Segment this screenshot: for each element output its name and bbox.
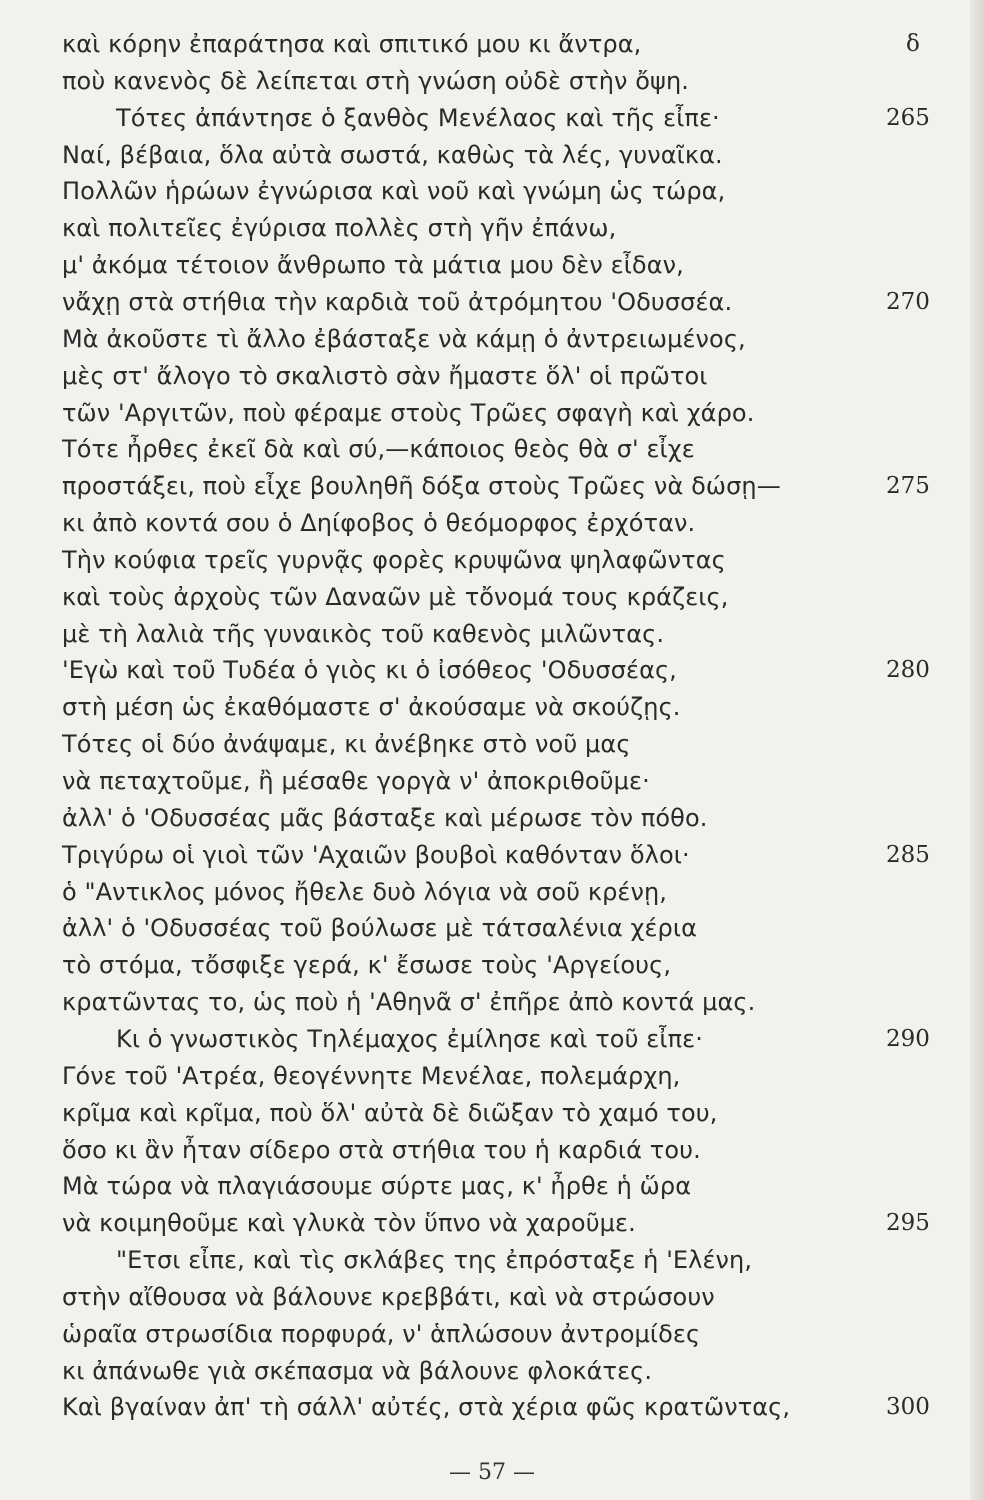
verse-line	[0, 284, 984, 321]
verse-line	[0, 1353, 984, 1390]
verse-text: Μὰ τώρα νὰ πλαγιάσουμε σύρτε μας, κ' ἦρθε ἡ ὥρα	[62, 1172, 692, 1201]
verse-text: καὶ πολιτεῖες ἐγύρισα πολλὲς στὴ γῆν ἐπάνω,	[62, 214, 617, 243]
verse-line	[0, 1058, 984, 1095]
verse-line	[0, 763, 984, 800]
verse-line	[0, 63, 984, 100]
verse-line	[0, 1132, 984, 1169]
verse-text: Τριγύρω οἱ γιοὶ τῶν 'Αχαιῶν βουβοὶ καθόνταν ὅλοι·	[62, 840, 690, 869]
verse-text: μ' ἀκόμα τέτοιον ἄνθρωπο τὰ μάτια μου δὲν εἶδαν,	[62, 251, 684, 280]
verse-text: ὡραῖα στρωσίδια πορφυρά, ν' ἁπλώσουν ἀντρομίδες	[62, 1319, 701, 1348]
verse-line	[0, 1205, 984, 1242]
verse-text: στὴ μέση ὡς ἐκαθόμαστε σ' ἀκούσαμε νὰ σκούζῃς.	[62, 693, 681, 722]
verse-text: κι ἀπὸ κοντά σου ὁ Δηίφοβος ὁ θεόμορφος ἐρχόταν.	[62, 509, 696, 538]
verse-line	[0, 321, 984, 358]
verse-line	[0, 689, 984, 726]
verse-text: Ναί, βέβαια, ὅλα αὐτὰ σωστά, καθὼς τὰ λές, γυναῖκα.	[62, 140, 723, 169]
verse-text: ὁ "Αντικλος μόνος ἤθελε δυὸ λόγια νὰ σοῦ κρένῃ,	[62, 877, 668, 906]
verse-line	[0, 100, 984, 137]
verse-text: στὴν αἴθουσα νὰ βάλουνε κρεββάτι, καὶ νὰ στρώσουν	[62, 1282, 715, 1311]
verse-text: Πολλῶν ἡρώων ἐγνώρισα καὶ νοῦ καὶ γνώμη ὡς τώρα,	[62, 177, 726, 206]
verse-line	[0, 137, 984, 174]
verse-line	[0, 505, 984, 542]
verse-line	[0, 173, 984, 210]
verse-text: τὸ στόμα, τὄσφιξε γερά, κ' ἔσωσε τοὺς 'Αργείους,	[62, 951, 672, 980]
verse-line	[0, 616, 984, 653]
verse-line	[0, 1242, 984, 1279]
verse-line	[0, 542, 984, 579]
verse-text: ποὺ κανενὸς δὲ λείπεται στὴ γνώση οὐδὲ στὴν ὄψη.	[62, 66, 689, 95]
verse-line	[0, 837, 984, 874]
verse-text: προστάξει, ποὺ εἶχε βουληθῆ δόξα στοὺς Τρῶες νὰ δώσῃ—	[62, 472, 781, 501]
verse-line	[0, 210, 984, 247]
verse-line	[0, 1389, 984, 1426]
verse-line	[0, 1316, 984, 1353]
verse-text: Μὰ ἀκοῦστε τὶ ἄλλο ἐβάσταξε νὰ κάμῃ ὁ ἀντρειωμένος,	[62, 324, 746, 353]
verse-line	[0, 874, 984, 911]
verse-text: κρῖμα καὶ κρῖμα, ποὺ ὅλ' αὐτὰ δὲ διῶξαν τὸ χαμό του,	[62, 1098, 718, 1127]
verse-text: ἀλλ' ὁ 'Οδυσσέας τοῦ βούλωσε μὲ τάτσαλένια χέρια	[62, 914, 697, 943]
verse-text: ἀλλ' ὁ 'Οδυσσέας μᾶς βάσταξε καὶ μέρωσε τὸν πόθο.	[62, 803, 708, 832]
verse-text: 'Εγὼ καὶ τοῦ Τυδέα ὁ γιὸς κι ὁ ἰσόθεος 'Οδυσσέας,	[62, 656, 677, 685]
verse-text: καὶ κόρην ἐπαράτησα καὶ σπιτικό μου κι ἄντρα,	[62, 30, 642, 58]
verse-line	[0, 984, 984, 1021]
line-number: 300	[886, 1394, 930, 1421]
verse-text: μὲ τὴ λαλιὰ τῆς γυναικὸς τοῦ καθενὸς μιλῶντας.	[62, 619, 665, 648]
verse-line	[0, 358, 984, 395]
verse-line	[0, 1021, 984, 1058]
verse-text: Τότες ἀπάντησε ὁ ξανθὸς Μενέλαος καὶ τῆς εἶπε·	[116, 103, 720, 132]
line-number: 280	[886, 657, 930, 684]
verse-text: Τότες οἱ δύο ἀνάψαμε, κι ἀνέβηκε στὸ νοῦ μας	[62, 730, 631, 759]
verse-text: κρατῶντας το, ὡς ποὺ ἡ 'Αθηνᾶ σ' ἐπῆρε ἀπὸ κοντά μας.	[62, 988, 756, 1017]
verse-line	[0, 1095, 984, 1132]
verse-text: μὲς στ' ἄλογο τὸ σκαλιστὸ σὰν ἤμαστε ὅλ' οἱ πρῶτοι	[62, 361, 708, 390]
verse-line	[0, 800, 984, 837]
verse-line	[0, 910, 984, 947]
line-number: 295	[886, 1210, 930, 1237]
verse-line	[0, 431, 984, 468]
verse-line	[0, 1168, 984, 1205]
verse-line	[0, 579, 984, 616]
verse-text: "Ετσι εἶπε, καὶ τὶς σκλάβες της ἐπρόσταξε ἡ 'Ελένη,	[116, 1246, 753, 1275]
verse-text: καὶ τοὺς ἀρχοὺς τῶν Δαναῶν μὲ τὄνομά τους κράζεις,	[62, 582, 729, 611]
verse-line	[0, 652, 984, 689]
verse-text: Καὶ βγαίναν ἀπ' τὴ σάλλ' αὐτές, στὰ χέρια φῶς κρατῶντας,	[62, 1393, 791, 1422]
verse-line	[0, 468, 984, 505]
verse-line	[0, 726, 984, 763]
verse-line	[0, 947, 984, 984]
verse-line	[0, 247, 984, 284]
line-number: δ	[906, 31, 920, 57]
verse-line	[0, 1279, 984, 1316]
line-number: 270	[886, 288, 930, 315]
verse-line	[0, 26, 984, 63]
verse-text: τῶν 'Αργιτῶν, ποὺ φέραμε στοὺς Τρῶες σφαγὴ καὶ χάρο.	[62, 398, 755, 427]
verse-text: νὰ πεταχτοῦμε, ἢ μέσαθε γοργὰ ν' ἀποκριθοῦμε·	[62, 767, 650, 795]
verse-text: κι ἀπάνωθε γιὰ σκέπασμα νὰ βάλουνε φλοκάτες.	[62, 1356, 653, 1385]
line-number: 265	[886, 104, 930, 131]
verse-text: Γόνε τοῦ 'Ατρέα, θεογέννητε Μενέλαε, πολεμάρχη,	[62, 1061, 681, 1090]
verse-text: ὅσο κι ἂν ἦταν σίδερο στὰ στήθια του ἡ καρδιά του.	[62, 1135, 701, 1164]
page-number: — 57 —	[449, 1460, 535, 1485]
verse-text: Κι ὁ γνωστικὸς Τηλέμαχος ἐμίλησε καὶ τοῦ εἶπε·	[116, 1024, 703, 1053]
verse-text: νὰ κοιμηθοῦμε καὶ γλυκὰ τὸν ὕπνο νὰ χαροῦμε.	[62, 1209, 636, 1238]
line-number: 290	[886, 1025, 930, 1052]
verse-line	[0, 395, 984, 432]
line-number: 285	[886, 841, 930, 868]
line-number: 275	[886, 473, 930, 500]
verse-text: νἄχῃ στὰ στήθια τὴν καρδιὰ τοῦ ἀτρόμητου 'Οδυσσέα.	[62, 287, 733, 316]
verse-text: Τότε ἦρθες ἐκεῖ δὰ καὶ σύ,—κάποιος θεὸς θὰ σ' εἶχε	[62, 435, 695, 464]
verse-text: Τὴν κούφια τρεῖς γυρνᾷς φορὲς κρυψῶνα ψηλαφῶντας	[62, 545, 726, 574]
